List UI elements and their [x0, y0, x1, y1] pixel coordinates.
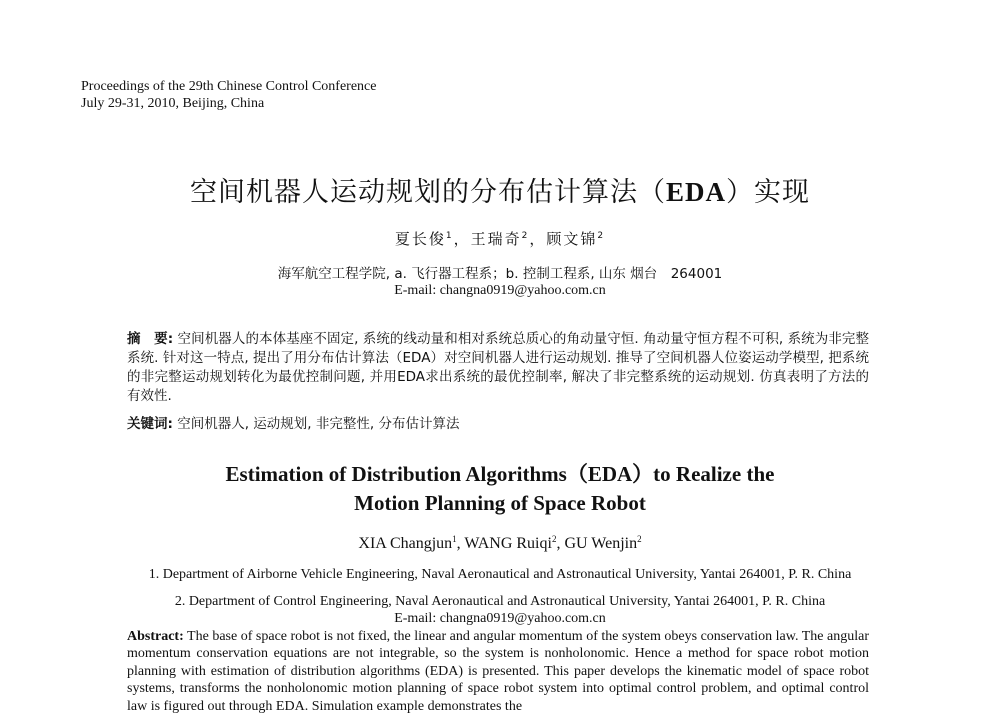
author-name: 顾文锦	[546, 230, 598, 248]
author-sup: 2	[551, 534, 557, 544]
chinese-affiliation: 海军航空工程学院, a. 飞行器工程系；b. 控制工程系, 山东 烟台 264001	[277, 266, 723, 282]
english-abstract-text: The base of space robot is not fixed, the linear and angular momentum of the system obeys conservation law. The angular momentum conservation equations are not integrable, so the system is nonholonomic. Hence a method for space robot motion planning with estimation of distribution algorithms (EDA) is presented. This paper develops the kinematic model of space robot systems, transforms the nonholonomic motion planning of space robot system into optimal control problem, and optimal control law is figured out through EDA. Simulation example demonstrates the	[127, 629, 869, 714]
author-sup: 2	[521, 231, 530, 241]
chinese-abstract	[127, 330, 869, 406]
english-title-line1: Estimation of Distribution Algorithms（EDA）to Realize the	[225, 462, 775, 486]
english-abstract-label: Abstract:	[127, 629, 184, 644]
chinese-keywords-label: 关键词:	[127, 416, 173, 432]
author-sup: 1	[445, 231, 454, 241]
date-place-line: July 29-31, 2010, Beijing, China	[81, 96, 265, 111]
chinese-title-eda: EDA	[665, 177, 726, 207]
author-sup: 2	[597, 231, 606, 241]
chinese-title	[0, 170, 1000, 209]
author-sep: ,	[456, 535, 465, 552]
proceedings-line: Proceedings of the 29th Chinese Control Conference	[81, 79, 377, 94]
author-sep: ,	[556, 535, 565, 552]
chinese-keywords	[127, 412, 459, 432]
author-name: 王瑞奇	[470, 230, 522, 248]
author-name: XIA Changjun	[358, 535, 453, 552]
english-email: E-mail: changna0919@yahoo.com.cn	[394, 611, 606, 626]
chinese-title-part2: ）实现	[726, 177, 810, 208]
english-title	[0, 460, 1000, 518]
english-affiliation-2: 2. Department of Control Engineering, Naval Aeronautical and Astronautical University, Yantai 264001, P. R. China	[174, 594, 826, 609]
author-name: GU Wenjin	[564, 535, 638, 552]
chinese-keywords-text: 空间机器人, 运动规划, 非完整性, 分布估计算法	[172, 416, 460, 432]
author-sep: ，	[453, 230, 471, 248]
chinese-abstract-label: 摘 要:	[127, 331, 174, 347]
english-title-line2: Motion Planning of Space Robot	[354, 491, 646, 515]
chinese-authors	[0, 228, 1000, 249]
chinese-abstract-text: 空间机器人的本体基座不固定, 系统的线动量和相对系统总质心的角动量守恒. 角动量守恒方程不可积, 系统为非完整系统. 针对这一特点, 提出了用分布估计算法（EDA）对空间机器人进行运动规划. 推导了空间机器人位姿运动学模型, 把系统的非完整运动规划转化为最优控制问题, 并用EDA求出系统的最优控制率, 解决了非完整系统的运动规划. 仿真表明了方法的有效性.	[127, 331, 869, 404]
conference-header	[81, 78, 376, 112]
chinese-title-part1: 空间机器人运动规划的分布估计算法（	[189, 177, 666, 208]
chinese-email: E-mail: changna0919@yahoo.com.cn	[394, 283, 606, 298]
author-sep: ，	[529, 230, 547, 248]
english-affiliation-1: 1. Department of Airborne Vehicle Engineering, Naval Aeronautical and Astronautical University, Yantai 264001, P. R. China	[148, 567, 852, 582]
author-sup: 1	[452, 534, 457, 544]
author-name: 夏长俊	[394, 230, 446, 248]
author-name: WANG Ruiqi	[464, 535, 552, 552]
english-abstract	[127, 628, 869, 715]
english-authors	[0, 535, 1000, 553]
author-sup: 2	[637, 534, 642, 544]
